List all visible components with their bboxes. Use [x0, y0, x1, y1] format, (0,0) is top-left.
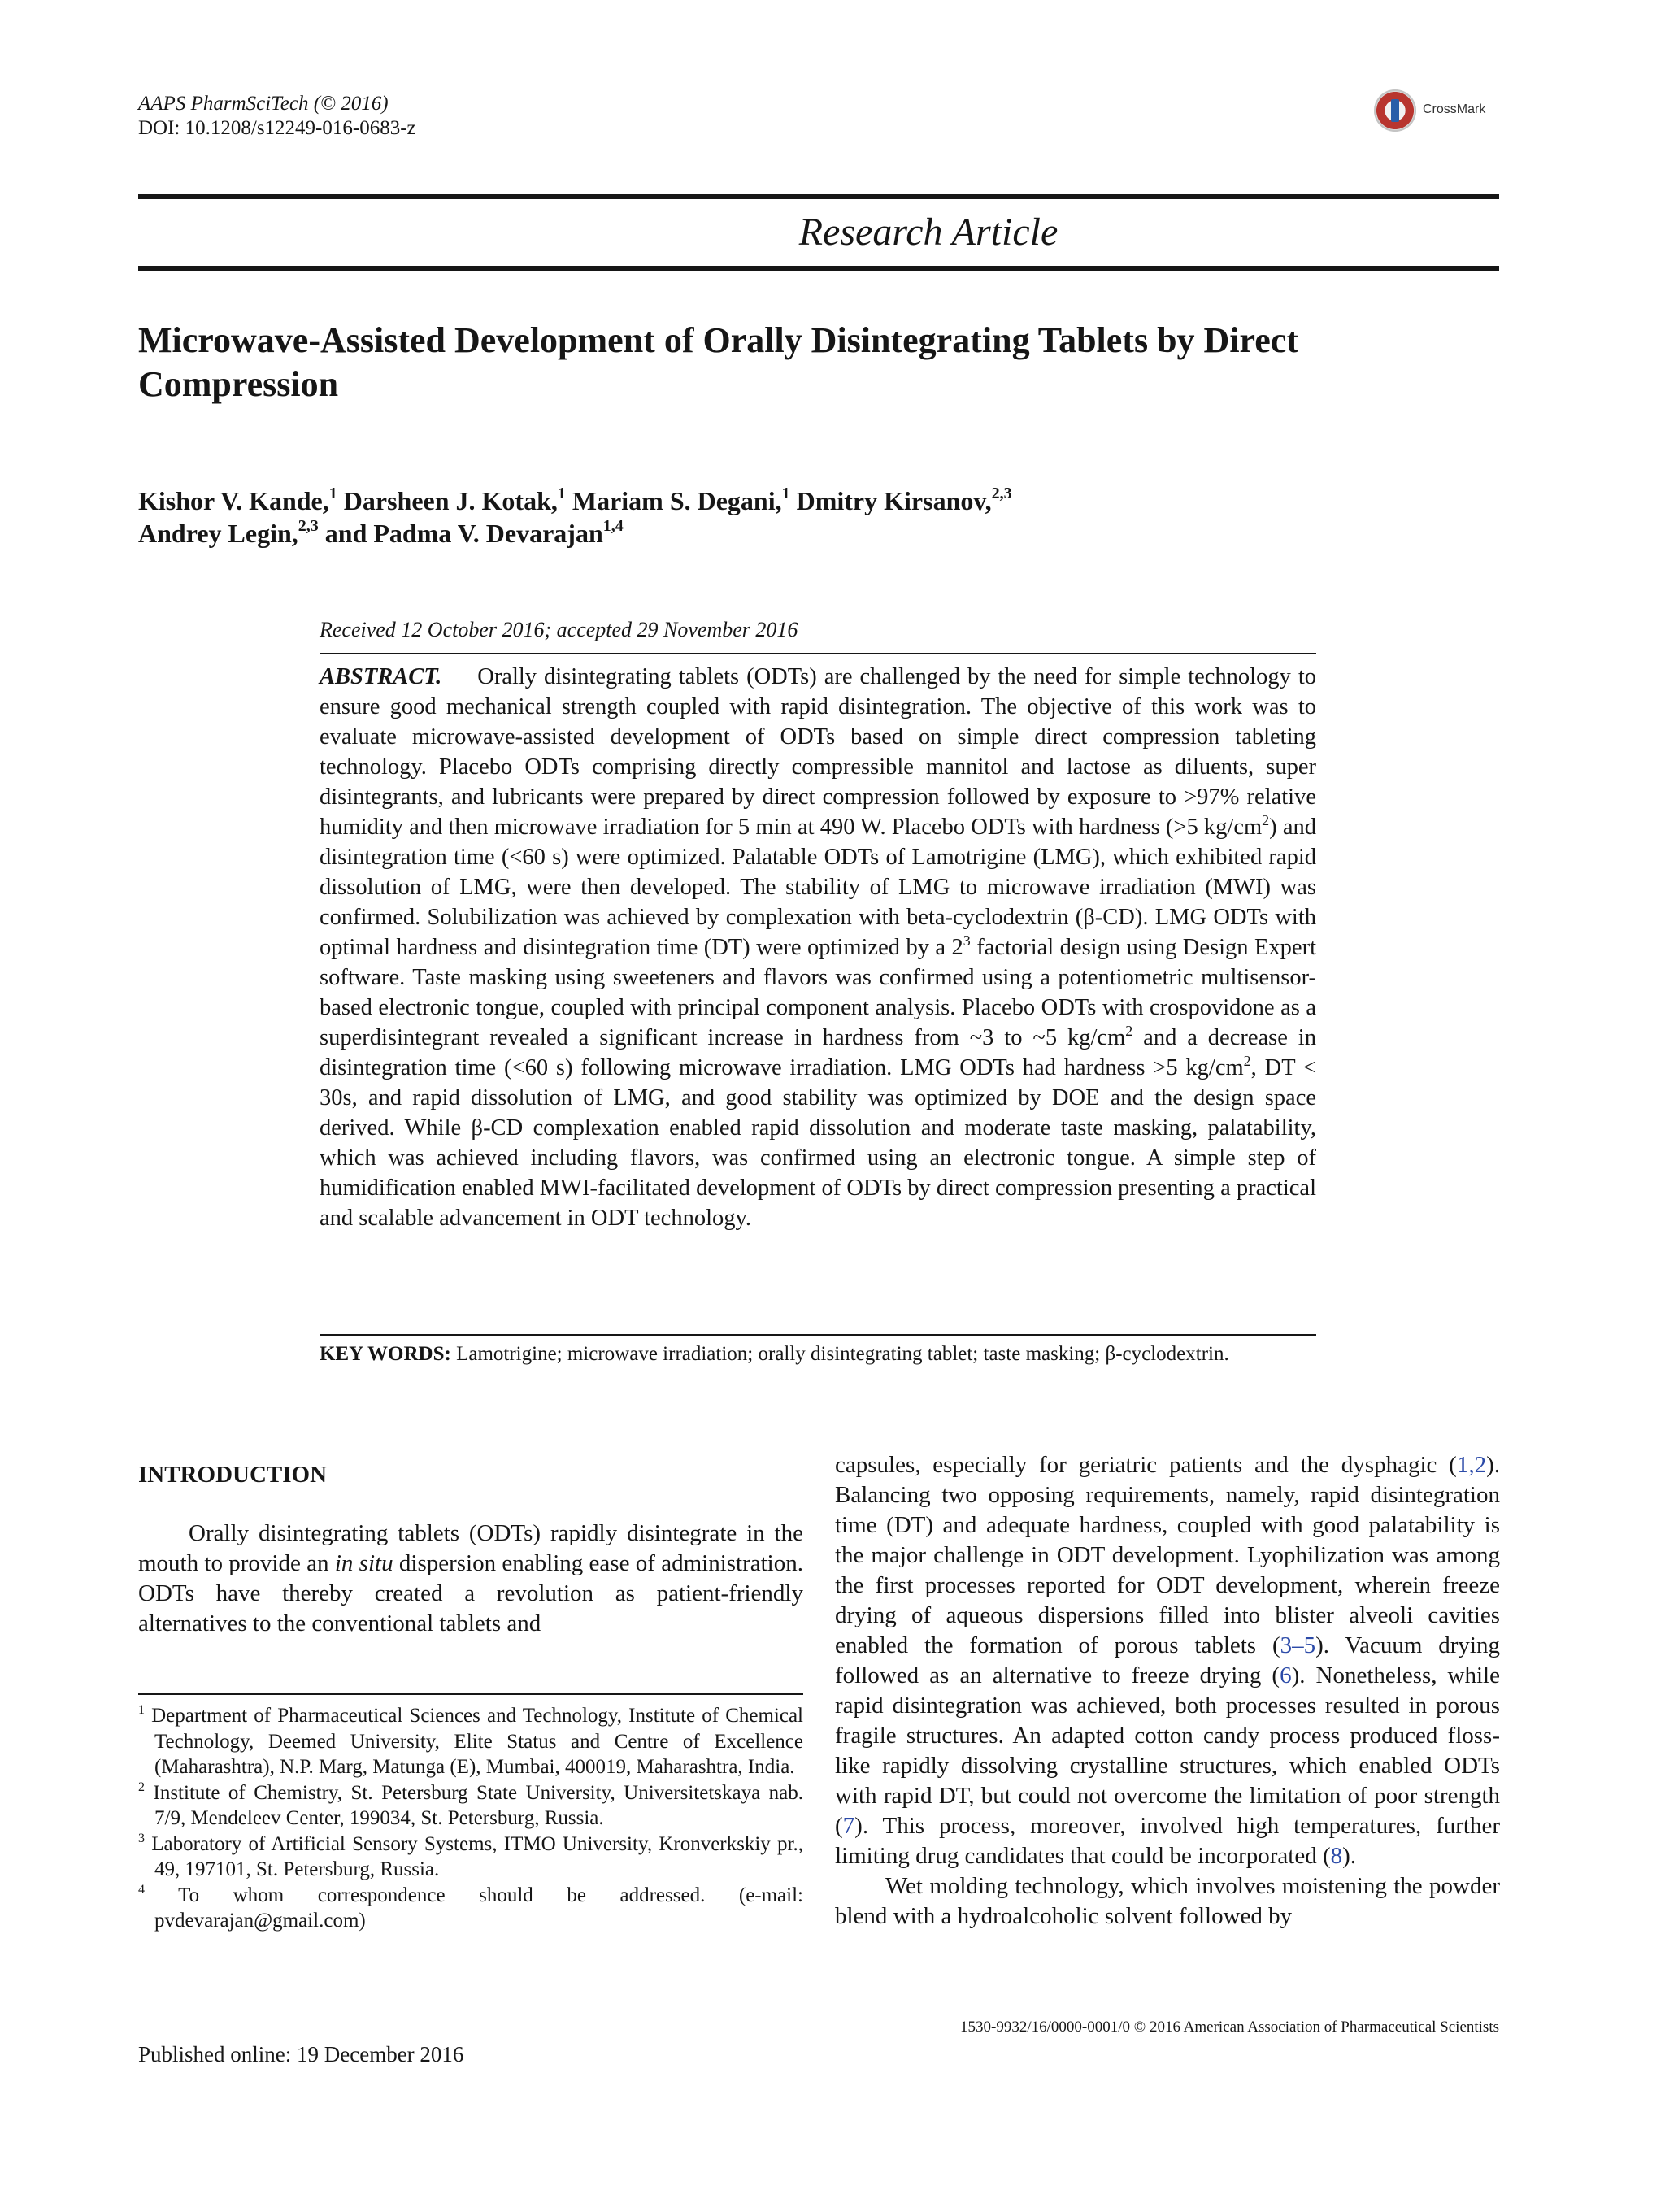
header-rule-bottom	[138, 266, 1499, 271]
abstract-rule-bottom	[320, 1334, 1316, 1336]
footnote-text: Institute of Chemistry, St. Petersburg State University, Universitetskaya nab. 7/9, Mendeleev Center, 199034, St. Petersburg, Russia.	[153, 1781, 804, 1829]
keywords-text: Lamotrigine; microwave irradiation; orally disintegrating tablet; taste masking; β-cyclodextrin.	[456, 1343, 1229, 1365]
crossmark-badge[interactable]	[1374, 89, 1504, 138]
journal-year: (© 2016)	[313, 93, 389, 115]
reference-link[interactable]: 1,2	[1456, 1452, 1487, 1478]
crossmark-label: CrossMark	[1423, 102, 1486, 116]
abstract-heading: ABSTRACT.	[320, 664, 442, 689]
reference-link[interactable]: 6	[1280, 1662, 1292, 1688]
abstract-text: Orally disintegrating tablets (ODTs) are challenged by the need for simple technology to ensure good mechanical strength coupled with rapid disintegration. The objective of this work was to evaluate microwave-assisted development of ODTs based on simple direct compression tableting technology. Placebo ODTs comprising directly compressible mannitol and lactose as diluents, super disintegrants, and lubricants were prepared by direct compression followed by exposure to >97% relative humidity and then microwave irradiation for 5 min at 490 W. Placebo ODTs with hardness (>5 kg/cm	[320, 664, 1316, 840]
abstract-sup: 3	[963, 932, 971, 949]
article-title: Microwave-Assisted Development of Orally Disintegrating Tablets by Direct Compression	[138, 320, 1298, 404]
intro-text: ). Nonetheless, while rapid disintegration was achieved, both processes resulted in porous fragile structures. An adapted cotton candy process produced floss-like rapidly dissolving crystalline structures, which enabled ODTs with rapid DT, but could not overcome the limitation of poor strength (	[835, 1662, 1500, 1839]
author-name: Kishor V. Kande,	[138, 486, 329, 515]
journal-header	[138, 92, 416, 141]
abstract-rule-top	[320, 653, 1316, 654]
author-affiliation: 1	[557, 485, 566, 502]
reference-link[interactable]: 7	[842, 1813, 855, 1839]
abstract-sup: 2	[1125, 1023, 1133, 1039]
abstract-text: , DT < 30s, and rapid dissolution of LMG, and good stability was optimized by DOE and the design space derived. While β-CD complexation enabled rapid dissolution and moderate taste masking, palatability, which was achieved including flavors, was confirmed using an electronic tongue. A simple step of humidification enabled MWI-facilitated development of ODTs by direct compression presenting a practical and scalable advancement in ODT technology.	[320, 1055, 1316, 1231]
reference-link[interactable]: 3–5	[1280, 1632, 1316, 1658]
author-affiliation: 2,3	[991, 485, 1012, 502]
abstract-text: ) and disintegration time (<60 s) were optimized. Palatable ODTs of Lamotrigine (LMG), which exhibited rapid dissolution of LMG, were then developed. The stability of LMG to microwave irradiation (MWI) was confirmed. Solubilization was achieved by complexation with beta-cyclodextrin (β-CD). LMG ODTs with optimal hardness and disintegration time (DT) were optimized by a 2	[320, 815, 1317, 960]
section-label: Research Article	[798, 211, 1059, 254]
intro-text: ). Balancing two opposing requirements, namely, rapid disintegration time (DT) and adequate hardness, coupled with good palatability is the major challenge in ODT development. Lyophilization was among the first processes reported for ODT development, wherein freeze drying of aqueous dispersions filled into blister alveoli cavities enabled the formation of porous tablets (	[835, 1452, 1500, 1658]
crossmark-icon	[1374, 89, 1416, 132]
header-rule-top	[138, 194, 1499, 199]
received-date: Received 12 October 2016; accepted 29 November 2016	[320, 618, 798, 641]
abstract-sup: 2	[1243, 1053, 1251, 1069]
intro-left-column	[138, 1519, 803, 1639]
doi[interactable]: DOI: 10.1208/s12249-016-0683-z	[138, 117, 416, 139]
author-affiliation: 1	[781, 485, 790, 502]
author-name: Darsheen J. Kotak,	[343, 486, 558, 515]
author-list	[138, 485, 1499, 550]
abstract-text: and a decrease in disintegration time (<60 s) following microwave irradiation. LMG ODTs had hardness >5 kg/cm	[320, 1025, 1316, 1080]
abstract-text: factorial design using Design Expert software. Taste masking using sweeteners and flavors was confirmed using a potentiometric multisensor-based electronic tongue, coupled with principal component analysis. Placebo ODTs with crospovidone as a superdisintegrant revealed a significant increase in hardness from ~3 to ~5 kg/cm	[320, 935, 1316, 1050]
intro-text: capsules, especially for geriatric patients and the dysphagic (	[835, 1452, 1457, 1478]
author-name: Andrey Legin,	[138, 519, 298, 548]
footnote-item	[138, 1780, 803, 1832]
footnote-number: 3	[138, 1831, 145, 1845]
footnote-item	[138, 1883, 803, 1934]
author-affiliation: 1	[328, 485, 337, 502]
footnote-number: 4	[138, 1882, 145, 1897]
author-affiliation: 1,4	[602, 517, 624, 535]
footnote-rule	[138, 1693, 803, 1695]
intro-text: ).	[1342, 1843, 1357, 1869]
author-name: Dmitry Kirsanov,	[796, 486, 992, 515]
intro-right-column	[835, 1450, 1500, 1932]
footnote-item	[138, 1703, 803, 1780]
abstract	[320, 662, 1316, 1233]
footnote-number: 2	[138, 1780, 145, 1794]
footnote-text: To whom correspondence should be addressed. (e-mail: pvdevarajan@gmail.com)	[154, 1884, 803, 1932]
footnote-text: Laboratory of Artificial Sensory Systems, ITMO University, Kronverkskiy pr., 49, 197101, St. Petersburg, Russia.	[151, 1832, 803, 1880]
abstract-sup: 2	[1262, 812, 1270, 828]
reference-link[interactable]: 8	[1330, 1843, 1343, 1869]
intro-text: Wet molding technology, which involves moistening the powder blend with a hydroalcoholic solvent followed by	[835, 1873, 1500, 1929]
introduction-heading: INTRODUCTION	[138, 1462, 328, 1488]
keywords-heading: KEY WORDS:	[320, 1343, 451, 1365]
intro-text: ). This process, moreover, involved high temperatures, further limiting drug candidates that could be incorporated (	[835, 1813, 1500, 1869]
intro-text: dispersion enabling ease of administration. ODTs have thereby created a revolution as patient-friendly alternatives to the conventional tablets and	[138, 1550, 803, 1636]
issn-copyright: 1530-9932/16/0000-0001/0 © 2016 American Association of Pharmaceutical Scientists	[960, 2019, 1499, 2036]
intro-italic: in situ	[334, 1550, 393, 1576]
footnote-number: 1	[138, 1703, 145, 1717]
footnote-item	[138, 1832, 803, 1883]
published-date: Published online: 19 December 2016	[138, 2042, 464, 2066]
journal-name: AAPS PharmSciTech	[138, 93, 309, 115]
author-name: and Padma V. Devarajan	[324, 519, 603, 548]
intro-text: Orally disintegrating tablets (ODTs) rapidly disintegrate in the mouth to provide an	[138, 1520, 803, 1576]
keywords	[320, 1342, 1316, 1367]
intro-text: ). Vacuum drying followed as an alternative to freeze drying (	[835, 1632, 1500, 1688]
footnote-text: Department of Pharmaceutical Sciences and Technology, Institute of Chemical Technology, Deemed University, Elite Status and Centre of Excellence (Maharashtra), N.P. Marg, Matunga (E), Mumbai, 400019, Maharashtra, India.	[151, 1705, 803, 1778]
author-name: Mariam S. Degani,	[572, 486, 782, 515]
footnotes	[138, 1703, 803, 1934]
author-affiliation: 2,3	[298, 517, 319, 535]
